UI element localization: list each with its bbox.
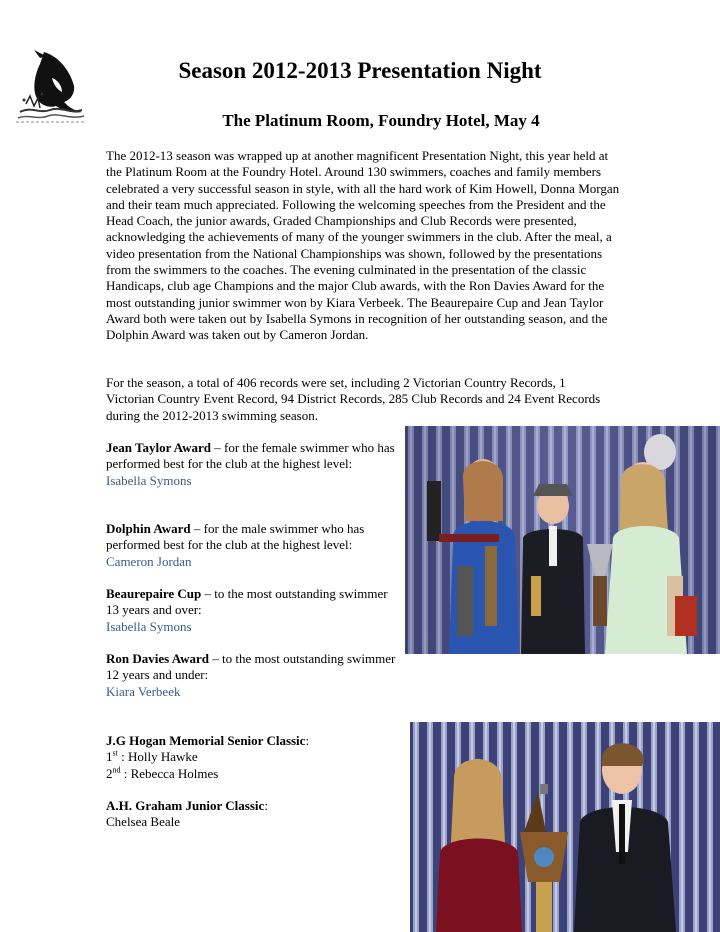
award-ron-davies xyxy=(106,651,396,700)
award-name: Beaurepaire Cup xyxy=(106,586,202,601)
records-paragraph: For the season, a total of 406 records were set, including 2 Victorian Country Records, 1 Victorian Country Event Record, 94 District Records, 285 Club Records and 24 Event Records during the 2012-2013 swimming season. xyxy=(106,375,601,423)
classic-name: J.G Hogan Memorial Senior Classic xyxy=(106,733,306,748)
award-description: – for the male swimmer who has performed best for the club at the highest level: xyxy=(106,521,365,553)
award-winner: Cameron Jordan xyxy=(106,553,192,569)
award-winner: Kiara Verbeek xyxy=(106,683,181,699)
award-winners-photo xyxy=(405,426,720,654)
second-place: : Rebecca Holmes xyxy=(120,765,219,781)
classic-winner: Chelsea Beale xyxy=(106,814,180,830)
award-winner: Isabella Symons xyxy=(106,472,192,488)
award-jean-taylor xyxy=(106,440,396,489)
award-winner: Isabella Symons xyxy=(106,618,192,634)
award-name: Jean Taylor Award xyxy=(106,440,211,455)
award-name: Dolphin Award xyxy=(106,521,191,536)
award-beaurepaire xyxy=(106,586,396,635)
page-title: Season 2012-2013 Presentation Night xyxy=(178,58,542,83)
intro-paragraph: The 2012-13 season was wrapped up at another magnificent Presentation Night, this year held at the Platinum Room at the Foundry Hotel. Around 130 swimmers, coaches and family members celebrated a very successful season in style, with all the hard work of Kim Howell, Donna Morgan and their team much appreciated. Following the welcoming speeches from the President and the Head Coach, the junior awards, Graded Championships and Club Records were presented, acknowledging the achievements of many of the younger swimmers in the club. After the meal, a video presentation from the National Championships was shown, followed by the presentations from the swimmers to the coaches. The evening culminated in the presentation of the classic Handicaps, club age Champions and the major Club awards, with the Ron Davies Award for the most outstanding junior swimmer won by Kiara Verbeek. The Beaurepaire Cup and Jean Taylor Award both were taken out by Isabella Symons in recognition of her outstanding season, and the Dolphin Award was taken out by Cameron Jordan. xyxy=(106,148,620,343)
award-description: – to the most outstanding swimmer 13 years and over: xyxy=(106,586,388,618)
award-name: Ron Davies Award xyxy=(106,651,210,666)
first-place: : Holly Hawke xyxy=(117,749,198,765)
senior-classic: J.G Hogan Memorial Senior Classic: 1st : Holly Hawke 2nd : Rebecca Holmes xyxy=(106,733,310,781)
classic-winners-photo xyxy=(410,722,720,932)
classic-name: A.H. Graham Junior Classic xyxy=(106,798,265,813)
award-description: – to the most outstanding swimmer 12 years and under: xyxy=(106,651,396,683)
page-subtitle: The Platinum Room, Foundry Hotel, May 4 xyxy=(222,111,540,130)
junior-classic: A.H. Graham Junior Classic: Chelsea Beale xyxy=(106,798,268,830)
award-description: – for the female swimmer who has performed best for the club at the highest level: xyxy=(106,440,395,472)
award-dolphin xyxy=(106,521,396,570)
